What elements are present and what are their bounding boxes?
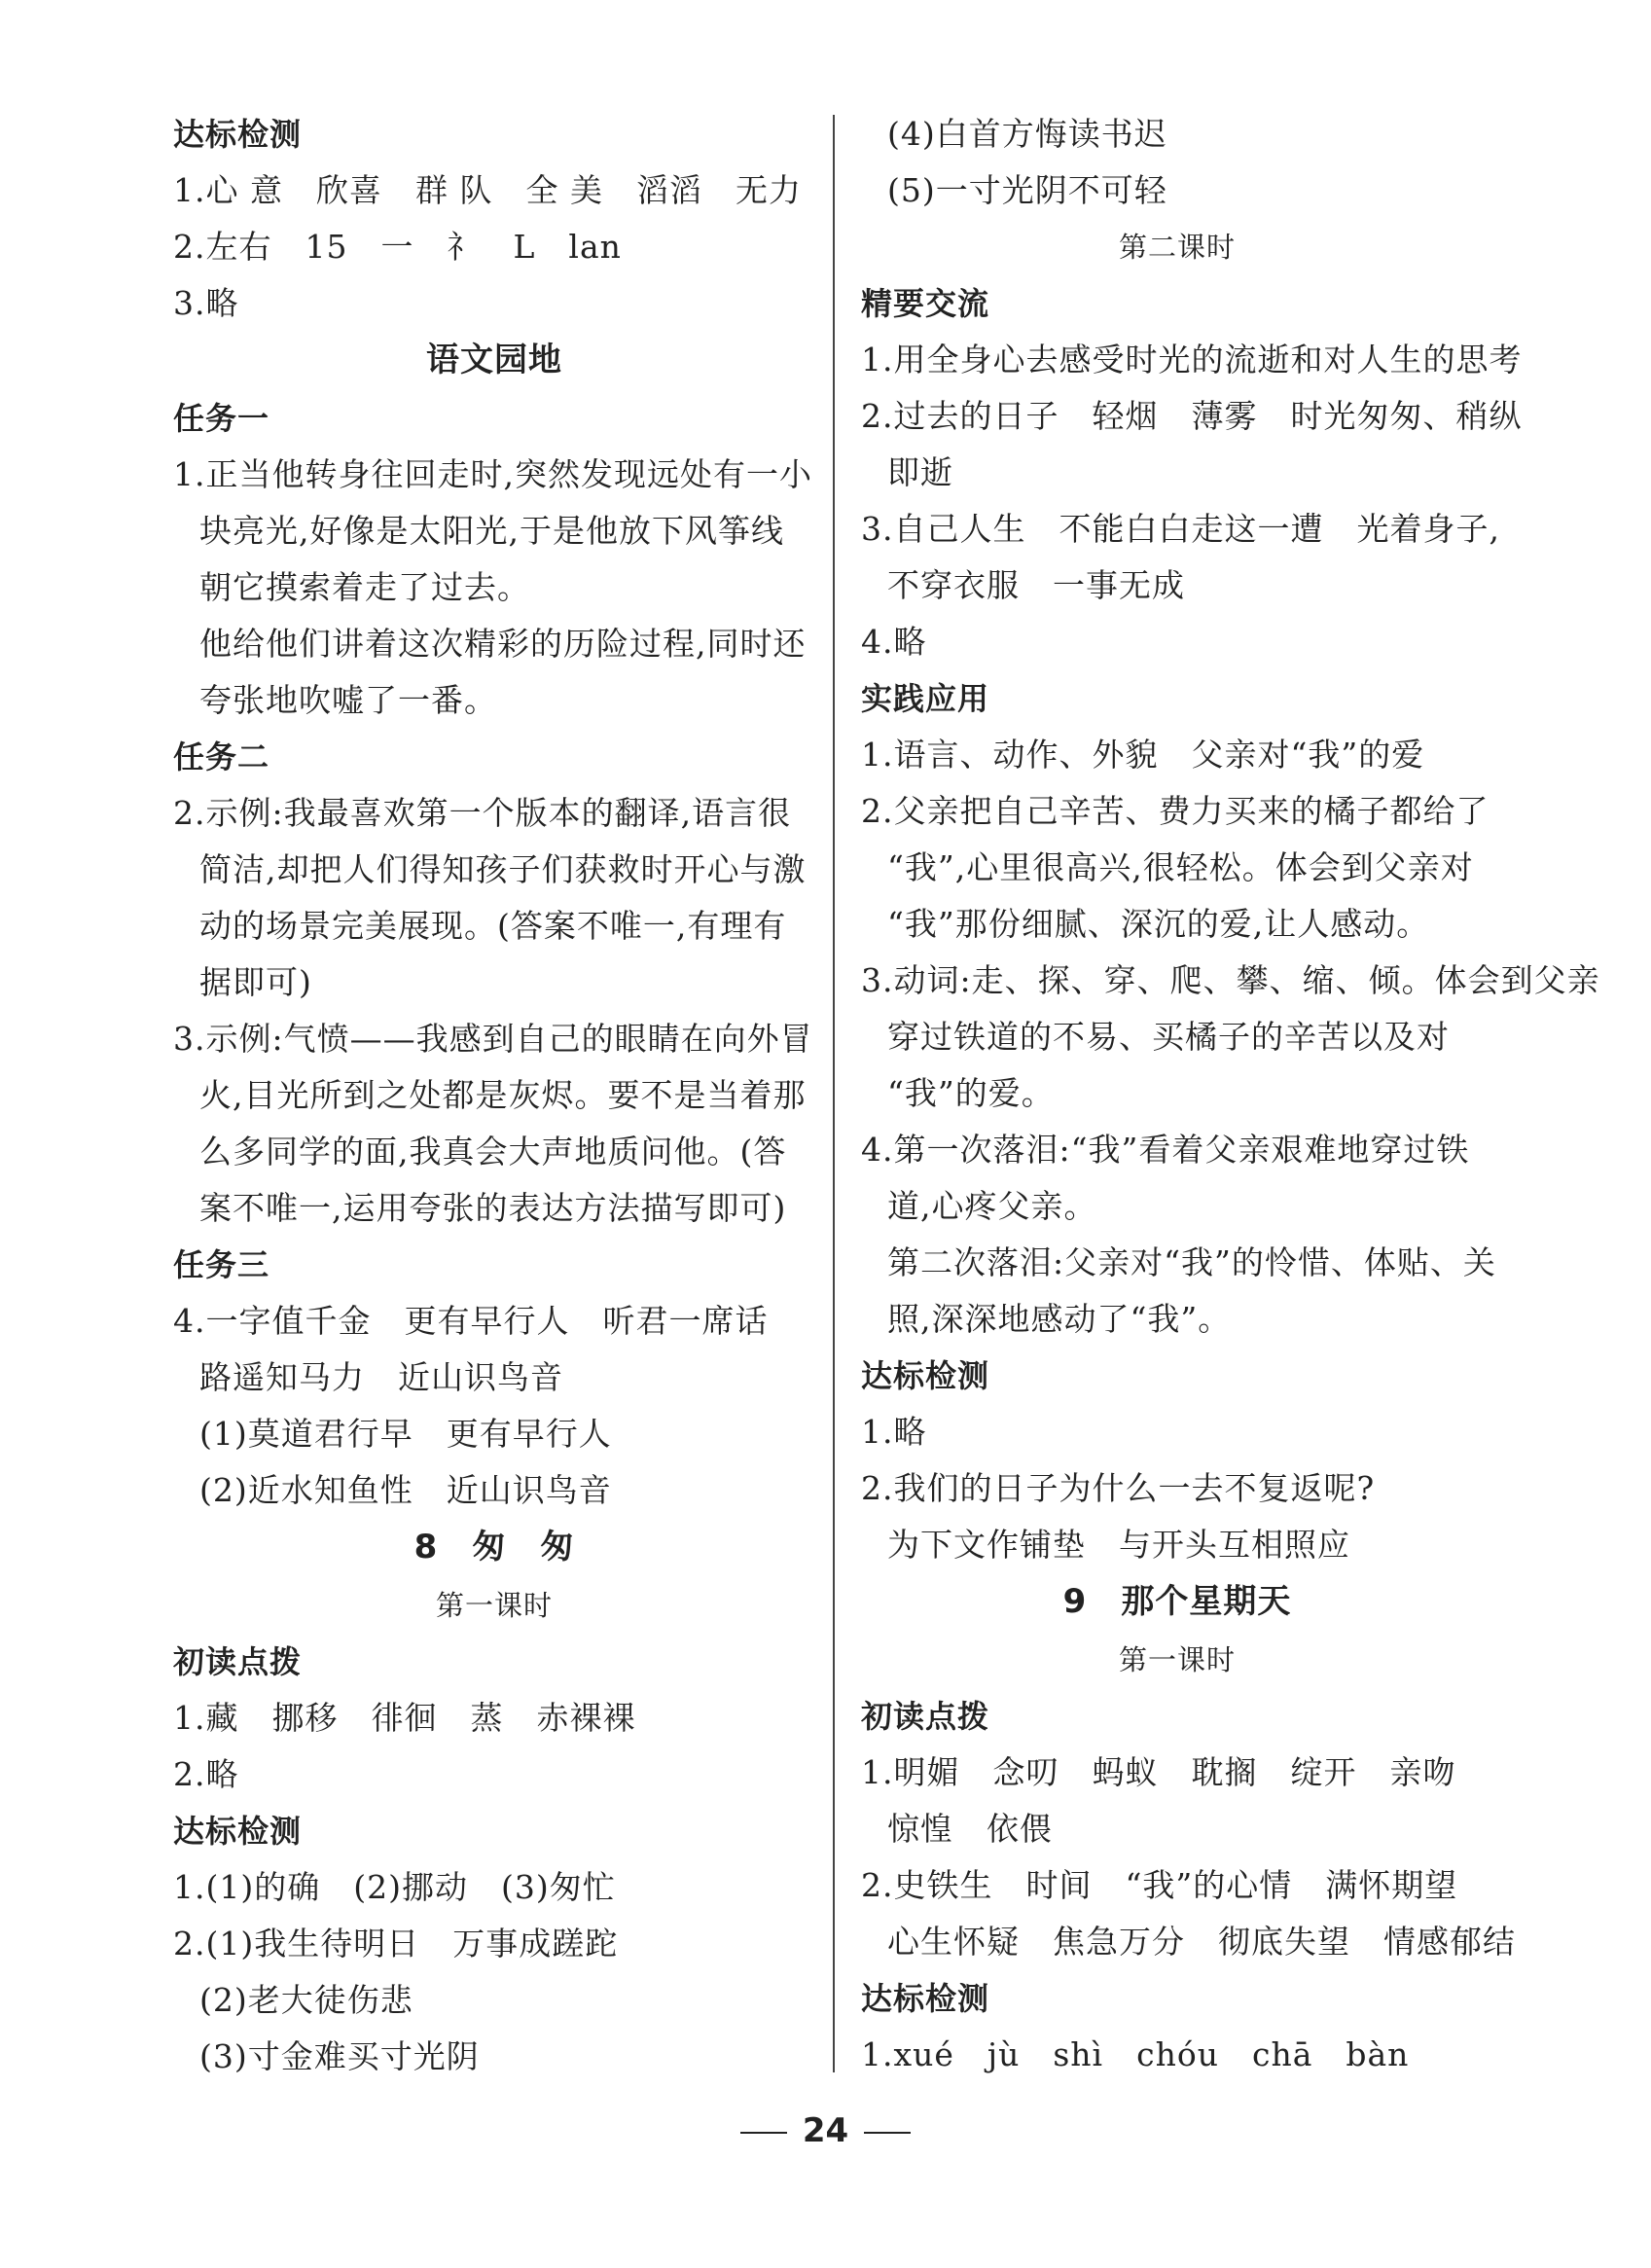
answer-line: (1)莫道君行早 更有早行人 [199,1415,612,1453]
answer-line: (4)白首方悔读书迟 [887,115,1167,153]
answer-line: 道,心疼父亲。 [887,1187,1097,1225]
answer-line: 夸张地吹嘘了一番。 [199,681,497,719]
answer-line: 2.过去的日子 轻烟 薄雾 时光匆匆、稍纵 [861,397,1523,435]
answer-line: 1.略 [861,1413,927,1451]
section-heading: 初读点拨 [173,1643,303,1680]
answer-line: 为下文作铺垫 与开头互相照应 [887,1526,1350,1564]
answer-line: 1.心 意 欣喜 群 队 全 美 滔滔 无力 [173,171,802,209]
section-heading: 达标检测 [173,1813,303,1850]
lesson-title: 语文园地 [426,341,562,379]
class-period-label: 第一课时 [435,1589,553,1622]
answer-line: 2.示例:我最喜欢第一个版本的翻译,语言很 [173,794,792,832]
page-footer [0,2111,1651,2150]
answer-line: 2.父亲把自己辛苦、费力买来的橘子都给了 [861,792,1489,830]
answer-line: 1.正当他转身往回走时,突然发现远处有一小 [173,455,812,493]
dash-right [864,2132,911,2134]
answer-line: 块亮光,好像是太阳光,于是他放下风筝线 [199,512,784,550]
answer-line: 心生怀疑 焦急万分 彻底失望 情感郁结 [887,1923,1516,1961]
answer-line: 火,目光所到之处都是灰烬。要不是当着那 [199,1076,807,1114]
answer-line: 动的场景完美展现。(答案不唯一,有理有 [199,907,787,945]
section-heading: 任务二 [173,738,270,775]
answer-line: 2.略 [173,1755,239,1793]
answer-line: 惊惶 依偎 [887,1810,1053,1848]
answer-line: 2.史铁生 时间 “我”的心情 满怀期望 [861,1866,1458,1904]
section-heading: 任务一 [173,400,270,437]
answer-line: “我”,心里很高兴,很轻松。体会到父亲对 [887,848,1474,886]
answer-line: (5)一寸光阴不可轻 [887,171,1167,209]
section-heading: 精要交流 [861,285,990,322]
answer-line: 简洁,却把人们得知孩子们获救时开心与激 [199,850,807,888]
answer-line: 4.略 [861,623,927,661]
answer-line: 第二次落泪:父亲对“我”的怜惜、体贴、关 [887,1243,1496,1281]
answer-line: 1.xué jù shì chóu chā bàn [861,2035,1410,2073]
answer-line: 4.第一次落泪:“我”看着父亲艰难地穿过铁 [861,1131,1470,1169]
answer-line: 即逝 [887,453,953,491]
class-period-label: 第一课时 [1118,1643,1236,1676]
answer-line: 3.动词:走、探、穿、爬、攀、缩、倾。体会到父亲 [861,961,1600,999]
answer-line: 1.藏 挪移 徘徊 蒸 赤裸裸 [173,1699,636,1737]
answer-line: 3.自己人生 不能白白走这一遭 光着身子, [861,510,1500,548]
section-heading: 任务三 [173,1246,270,1283]
answer-line: 朝它摸索着走了过去。 [199,568,530,606]
section-heading: 初读点拨 [861,1698,990,1735]
lesson-title: 9 那个星期天 [1062,1582,1292,1621]
answer-line: 2.我们的日子为什么一去不复返呢? [861,1469,1376,1507]
answer-line: 不穿衣服 一事无成 [887,566,1185,604]
section-heading: 实践应用 [861,680,990,717]
answer-line: 2.左右 15 一 礻 L lan [173,228,622,266]
answer-line: 照,深深地感动了“我”。 [887,1300,1232,1338]
section-heading: 达标检测 [173,116,303,153]
answer-line: 据即可) [199,963,312,1001]
answer-line: 案不唯一,运用夸张的表达方法描写即可) [199,1189,787,1227]
answer-line: 么多同学的面,我真会大声地质问他。(答 [199,1133,787,1170]
answer-line: 3.示例:气愤——我感到自己的眼睛在向外冒 [173,1020,813,1058]
answer-line: (3)寸金难买寸光阴 [199,2037,480,2075]
section-heading: 达标检测 [861,1980,990,2017]
answer-line: 4.一字值千金 更有早行人 听君一席话 [173,1302,769,1340]
answer-line: (2)近水知鱼性 近山识鸟音 [199,1471,612,1509]
section-heading: 达标检测 [861,1357,990,1394]
answer-line: 他给他们讲着这次精彩的历险过程,同时还 [199,625,807,663]
answer-line: 3.略 [173,284,239,322]
column-divider [833,115,835,2072]
answer-line: 1.用全身心去感受时光的流逝和对人生的思考 [861,341,1523,378]
class-period-label: 第二课时 [1118,231,1236,264]
answer-line: 1.语言、动作、外貌 父亲对“我”的爱 [861,736,1425,774]
answer-line: 1.(1)的确 (2)挪动 (3)匆忙 [173,1868,616,1906]
dash-left [740,2132,787,2134]
lesson-title: 8 匆 匆 [413,1528,575,1566]
answer-line: 路遥知马力 近山识鸟音 [199,1358,563,1396]
page-number: 24 [802,2111,849,2150]
answer-line: (2)老大徒伤悲 [199,1981,413,2019]
answer-line: “我”那份细腻、深沉的爱,让人感动。 [887,905,1430,943]
answer-line: 2.(1)我生待明日 万事成蹉跎 [173,1925,619,1962]
answer-line: 穿过铁道的不易、买橘子的辛苦以及对 [887,1018,1450,1056]
answer-line: “我”的爱。 [887,1074,1055,1112]
answer-line: 1.明媚 念叨 蚂蚁 耽搁 绽开 亲吻 [861,1753,1456,1791]
